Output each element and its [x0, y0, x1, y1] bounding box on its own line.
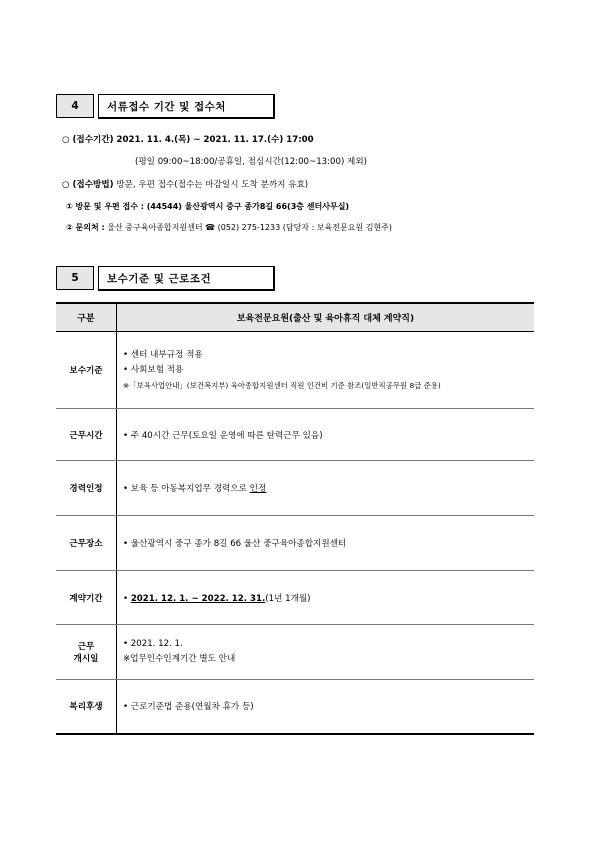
- row-line: • 센터 내부규정 적용: [123, 349, 203, 360]
- row-text: • 보육 등 아동복지업무 경력으로: [123, 484, 250, 494]
- row-value: • 주 40시간 근무(토요일 운영에 따른 탄력근무 있음): [117, 409, 535, 461]
- method-label: ○ (접수방법): [62, 180, 114, 190]
- row-label: 복리후생: [56, 680, 117, 734]
- header-position: 보육전문요원(출산 및 육아휴직 대체 계약직): [117, 303, 535, 332]
- row-text: (1년 1개월): [265, 593, 311, 604]
- row-label: 계약기간: [56, 571, 117, 625]
- contact-item: [66, 222, 392, 233]
- row-line: • 사회보험 적용: [123, 364, 184, 375]
- table-row: [56, 625, 534, 680]
- table-row: [56, 461, 534, 516]
- visit-mail-item: ① 방문 및 우편 접수 : (44544) 울산광역시 중구 종가8길 66(3층 센터사무실): [66, 202, 350, 211]
- row-line: ※업무인수인계기간 별도 안내: [123, 654, 236, 664]
- period-note: (평일 09:00~18:00/공휴일, 점심시간(12:00~13:00) 제외): [135, 157, 368, 167]
- row-value: • 울산광역시 중구 종가 8길 66 울산 중구육아종합지원센터: [117, 516, 535, 571]
- table-header-row: [56, 303, 534, 332]
- conditions-table: [56, 302, 534, 735]
- row-note: ※「보육사업안내」(보건복지부) 육아종합지원센터 직원 인건비 기준 참조(일반직공무원 8급 준용): [123, 380, 441, 390]
- row-value: [117, 461, 535, 516]
- contract-period: 2021. 12. 1. ~ 2022. 12. 31.: [130, 593, 266, 604]
- contact-text: 울산 중구육아종합지원센터 ☎ (052) 275-1233 (담당자 : 보육전문요원 김현주): [107, 223, 393, 232]
- row-label: 경력인정: [56, 461, 117, 516]
- row-text: •: [123, 593, 131, 604]
- table-row: [56, 332, 534, 409]
- row-line: • 2021. 12. 1.: [123, 639, 183, 649]
- table-row: [56, 571, 534, 625]
- section-5-header: [56, 266, 275, 290]
- period-line: ○ (접수기간) 2021. 11. 4.(목) ~ 2021. 11. 17.(수) 17:00: [62, 135, 314, 145]
- section-4-header: [56, 94, 275, 118]
- table-row: [56, 680, 534, 734]
- row-value: • 근로기준법 준용(연월차 휴가 등): [117, 680, 535, 734]
- table-row: [56, 409, 534, 461]
- row-label: 근무장소: [56, 516, 117, 571]
- contact-label: ② 문의처 :: [66, 223, 105, 232]
- section-number: 4: [56, 94, 94, 118]
- section-title: 보수기준 및 근로조건: [98, 266, 275, 291]
- header-category: 구분: [56, 303, 117, 332]
- method-line: [62, 178, 308, 190]
- row-label: 근무시간: [56, 409, 117, 461]
- section-title: 서류접수 기간 및 접수처: [98, 94, 275, 119]
- row-value: [117, 571, 535, 625]
- row-label-line: 개시일: [73, 654, 99, 664]
- row-label-line: 근무: [77, 642, 95, 652]
- table-row: [56, 516, 534, 571]
- row-value: [117, 625, 535, 680]
- row-label: [56, 625, 117, 680]
- section-number: 5: [56, 266, 94, 290]
- method-text: 방문, 우편 접수(접수는 마감일시 도착 분까지 유효): [116, 180, 309, 190]
- row-value: [117, 332, 535, 409]
- row-underlined: 인정: [249, 484, 267, 494]
- row-label: 보수기준: [56, 332, 117, 409]
